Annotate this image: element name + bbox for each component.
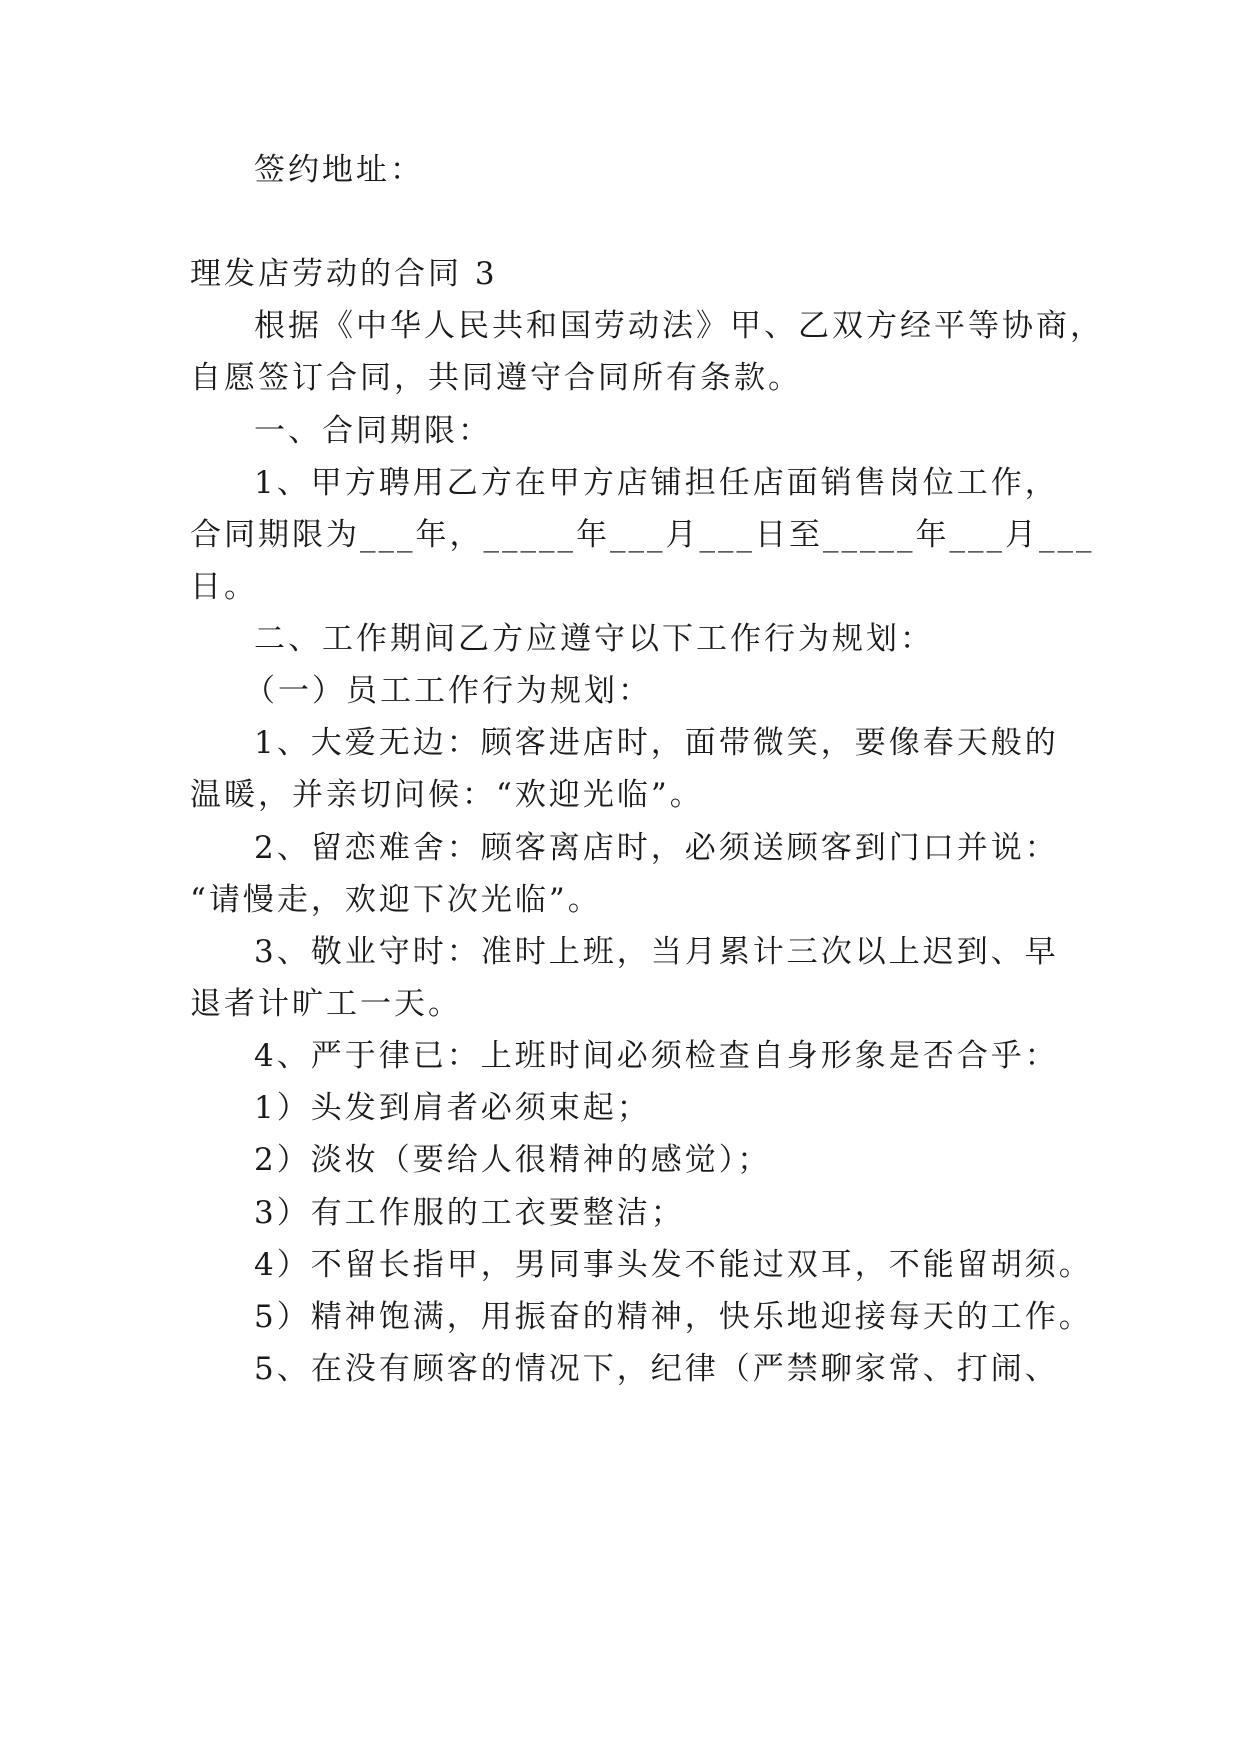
paragraph-line: 自愿签订合同，共同遵守合同所有条款。: [190, 360, 802, 396]
paragraph-line: 合同期限为___年，_____年___月___日至_____年___月___: [190, 517, 1095, 553]
paragraph-line: 1、甲方聘用乙方在甲方店铺担任店面销售岗位工作，: [254, 465, 1059, 501]
paragraph-line: 3、敬业守时：准时上班，当月累计三次以上迟到、早: [254, 934, 1059, 970]
paragraph-line: 1、大爱无边：顾客进店时，面带微笑，要像春天般的: [254, 725, 1059, 761]
paragraph-line: “请慢走，欢迎下次光临”。: [190, 882, 602, 918]
paragraph-line: （一）员工工作行为规划：: [244, 673, 652, 709]
paragraph-line: 5、在没有顾客的情况下，纪律（严禁聊家常、打闹、: [254, 1351, 1059, 1387]
paragraph-line: 退者计旷工一天。: [190, 986, 462, 1022]
paragraph-line: 2）淡妆（要给人很精神的感觉）；: [254, 1142, 772, 1178]
paragraph-line: 5）精神饱满，用振奋的精神，快乐地迎接每天的工作。: [254, 1299, 1093, 1335]
paragraph-line: 根据《中华人民共和国劳动法》甲、乙双方经平等协商，: [254, 308, 1104, 344]
paragraph-line: 二、工作期间乙方应遵守以下工作行为规划：: [254, 621, 934, 657]
section-heading: 理发店劳动的合同 3: [190, 256, 498, 292]
paragraph-line: 日。: [190, 569, 258, 605]
paragraph-line: 4）不留长指甲，男同事头发不能过双耳，不能留胡须。: [254, 1247, 1093, 1283]
paragraph-line: 4、严于律已：上班时间必须检查自身形象是否合乎：: [254, 1038, 1059, 1074]
paragraph-line: 一、合同期限：: [254, 413, 492, 449]
paragraph-line: 3）有工作服的工衣要整洁；: [254, 1195, 685, 1231]
paragraph-line: 1）头发到肩者必须束起；: [254, 1090, 651, 1126]
paragraph-line: 温暖，并亲切问候：“欢迎光临”。: [190, 777, 704, 813]
signing-address: 签约地址：: [254, 152, 424, 188]
paragraph-line: 2、留恋难舍：顾客离店时，必须送顾客到门口并说：: [254, 830, 1059, 866]
